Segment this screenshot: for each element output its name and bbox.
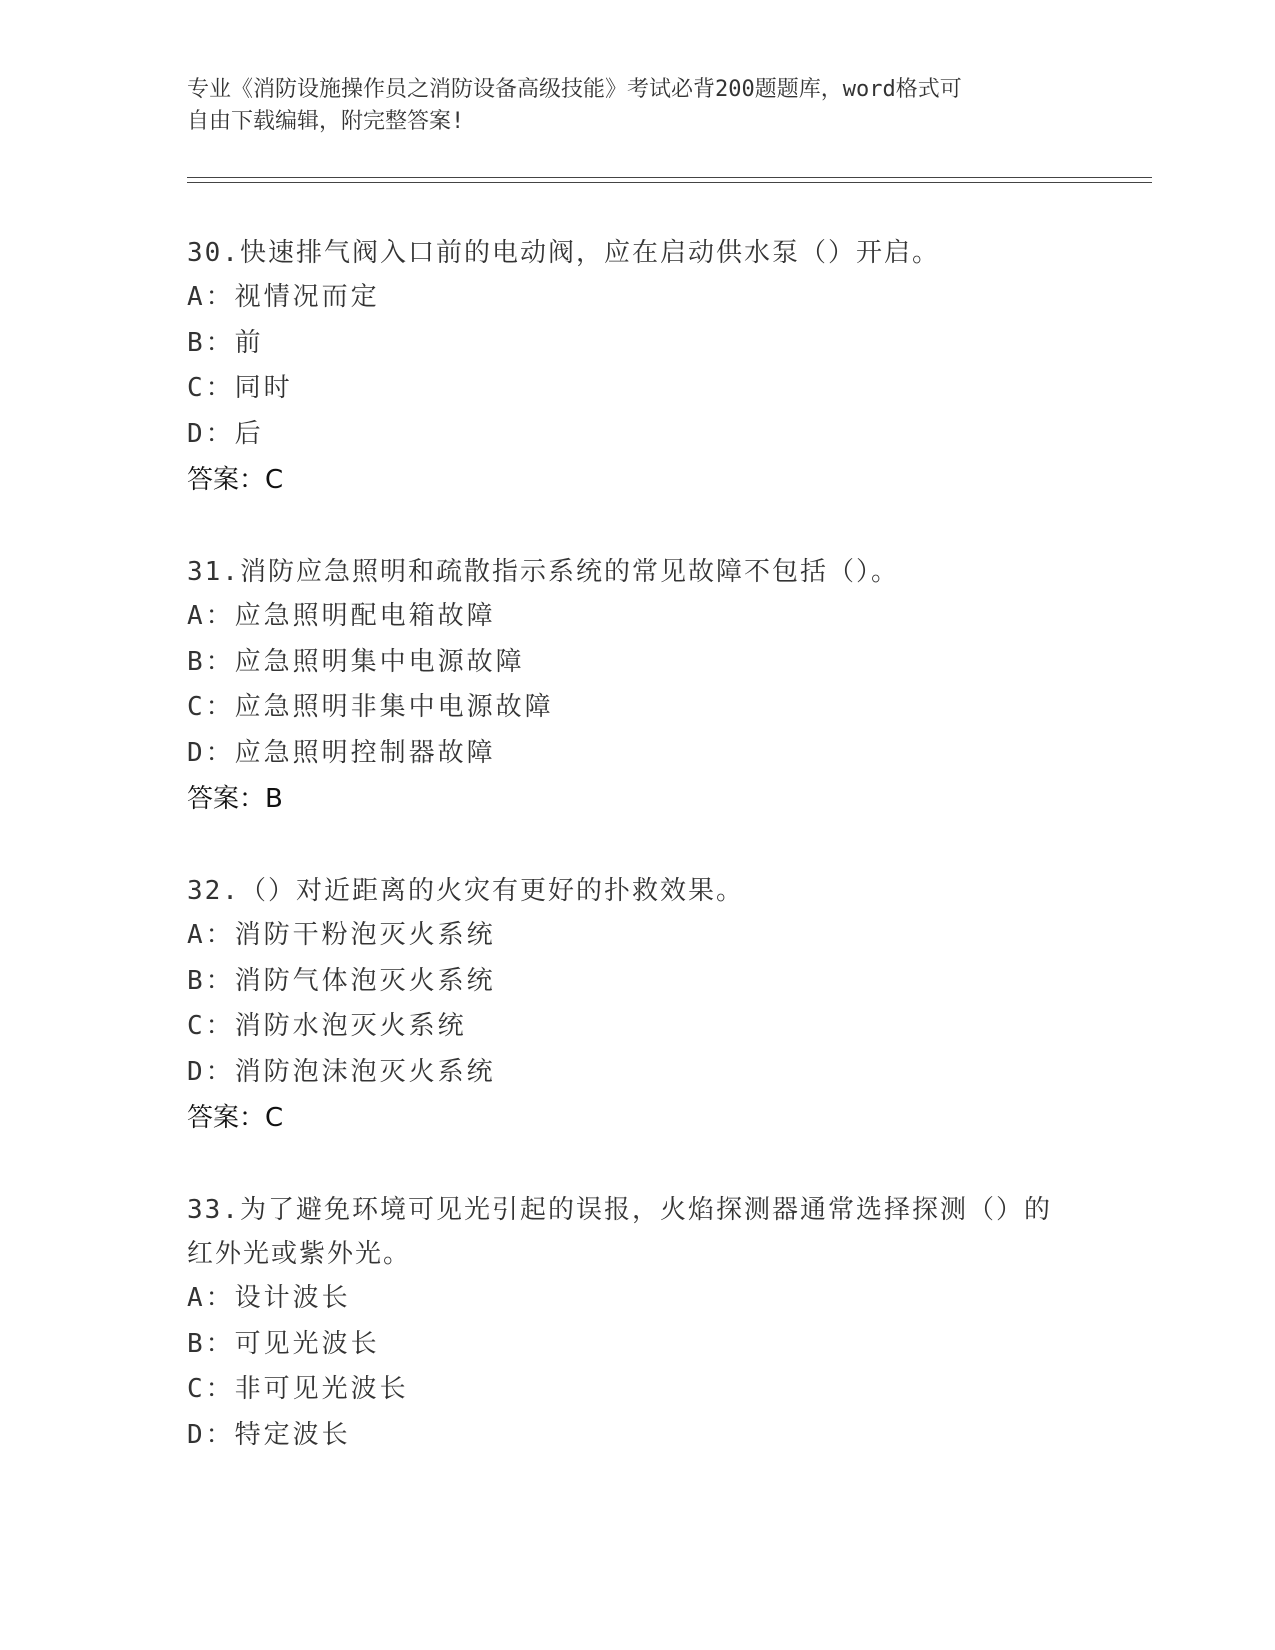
question-stem: 32.（）对近距离的火灾有更好的扑救效果。: [187, 876, 744, 906]
question-33: [187, 1188, 1087, 1458]
option-c: C：非可见光波长: [187, 1374, 409, 1404]
option-b: B：消防气体泡灭火系统: [187, 965, 496, 996]
header-line-1: 专业《消防设施操作员之消防设备高级技能》考试必背200题题库，word格式可: [187, 77, 962, 102]
question-stem-line-2: 红外光或紫外光。: [187, 1239, 412, 1269]
option-b: B：应急照明集中电源故障: [187, 646, 525, 677]
option-d: D：应急照明控制器故障: [187, 737, 496, 768]
option-b: B：可见光波长: [187, 1328, 380, 1359]
option-a: A：应急照明配电箱故障: [187, 601, 496, 631]
answer: 答案：C: [187, 465, 284, 495]
question-31: [187, 550, 1087, 822]
option-d: D：消防泡沫泡灭火系统: [187, 1056, 496, 1087]
option-a: A：设计波长: [187, 1283, 351, 1313]
header-divider-bottom: [187, 182, 1152, 183]
option-b: B：前: [187, 327, 264, 358]
option-a: A：视情况而定: [187, 282, 380, 312]
option-c: C：消防水泡灭火系统: [187, 1011, 467, 1041]
question-30: [187, 231, 1087, 503]
question-stem-line-1: 33.为了避免环境可见光引起的误报，火焰探测器通常选择探测（）的: [187, 1195, 1052, 1225]
header-line-2: 自由下载编辑，附完整答案!: [187, 109, 465, 134]
answer: 答案：B: [187, 784, 283, 814]
answer: 答案：C: [187, 1103, 284, 1133]
option-c: C：同时: [187, 373, 293, 403]
document-header: [187, 74, 1067, 138]
header-divider-top: [187, 177, 1152, 178]
option-a: A：消防干粉泡灭火系统: [187, 920, 496, 950]
question-stem: 30.快速排气阀入口前的电动阀，应在启动供水泵（）开启。: [187, 238, 940, 268]
question-stem: 31.消防应急照明和疏散指示系统的常见故障不包括（）。: [187, 557, 899, 587]
option-d: D：特定波长: [187, 1419, 351, 1450]
option-d: D：后: [187, 418, 264, 449]
option-c: C：应急照明非集中电源故障: [187, 692, 554, 722]
question-32: [187, 869, 1087, 1141]
